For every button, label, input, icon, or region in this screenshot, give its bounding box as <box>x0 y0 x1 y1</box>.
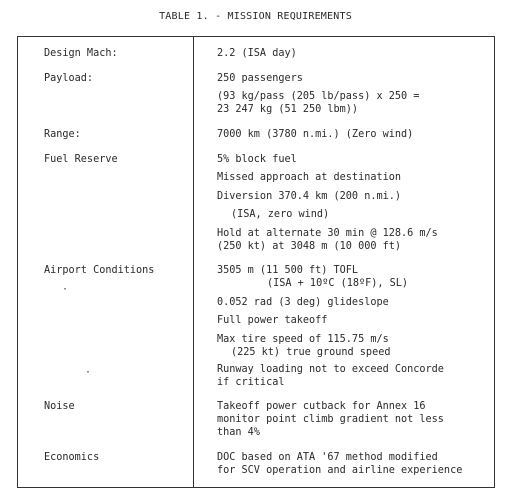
scan-speck: · <box>85 367 92 378</box>
value-economics-line-1: DOC based on ATA '67 method modified <box>217 452 438 463</box>
value-fuel-reserve-line-5: Hold at alternate 30 min @ 128.6 m/s <box>217 228 438 239</box>
value-airport-line-6: (225 kt) true ground speed <box>231 347 391 358</box>
value-noise-line-1: Takeoff power cutback for Annex 16 <box>217 401 426 412</box>
value-fuel-reserve-line-4: (ISA, zero wind) <box>231 209 330 220</box>
value-payload-line-2: (93 kg/pass (205 lb/pass) x 250 = <box>217 91 420 102</box>
column-divider <box>193 36 194 488</box>
value-noise-line-2: monitor point climb gradient not less <box>217 414 444 425</box>
label-fuel-reserve: Fuel Reserve <box>44 154 118 165</box>
value-airport-line-8: if critical <box>217 377 285 388</box>
value-airport-line-4: Full power takeoff <box>217 315 328 326</box>
label-design-mach: Design Mach: <box>44 48 118 59</box>
label-airport-conditions: Airport Conditions <box>44 265 155 276</box>
value-fuel-reserve-line-6: (250 kt) at 3048 m (10 000 ft) <box>217 241 402 252</box>
value-design-mach: 2.2 (ISA day) <box>217 48 297 59</box>
value-noise-line-3: than 4% <box>217 427 260 438</box>
value-airport-line-7: Runway loading not to exceed Concorde <box>217 364 444 375</box>
value-fuel-reserve-line-1: 5% block fuel <box>217 154 297 165</box>
value-range: 7000 km (3780 n.mi.) (Zero wind) <box>217 129 414 140</box>
scan-speck: · <box>62 284 69 295</box>
value-fuel-reserve-line-3: Diversion 370.4 km (200 n.mi.) <box>217 191 402 202</box>
label-range: Range: <box>44 129 81 140</box>
value-airport-line-1: 3505 m (11 500 ft) TOFL <box>217 265 359 276</box>
label-payload: Payload: <box>44 73 94 84</box>
value-economics-line-2: for SCV operation and airline experience <box>217 465 463 476</box>
value-airport-line-5: Max tire speed of 115.75 m/s <box>217 334 389 345</box>
value-payload-line-1: 250 passengers <box>217 73 303 84</box>
table-title: TABLE 1. - MISSION REQUIREMENTS <box>159 11 352 22</box>
value-fuel-reserve-line-2: Missed approach at destination <box>217 172 402 183</box>
value-payload-line-3: 23 247 kg (51 250 lbm)) <box>217 104 359 115</box>
label-economics: Economics <box>44 452 100 463</box>
value-airport-line-3: 0.052 rad (3 deg) glideslope <box>217 297 389 308</box>
value-airport-line-2: (ISA + 10ºC (18ºF), SL) <box>267 278 409 289</box>
label-noise: Noise <box>44 401 75 412</box>
